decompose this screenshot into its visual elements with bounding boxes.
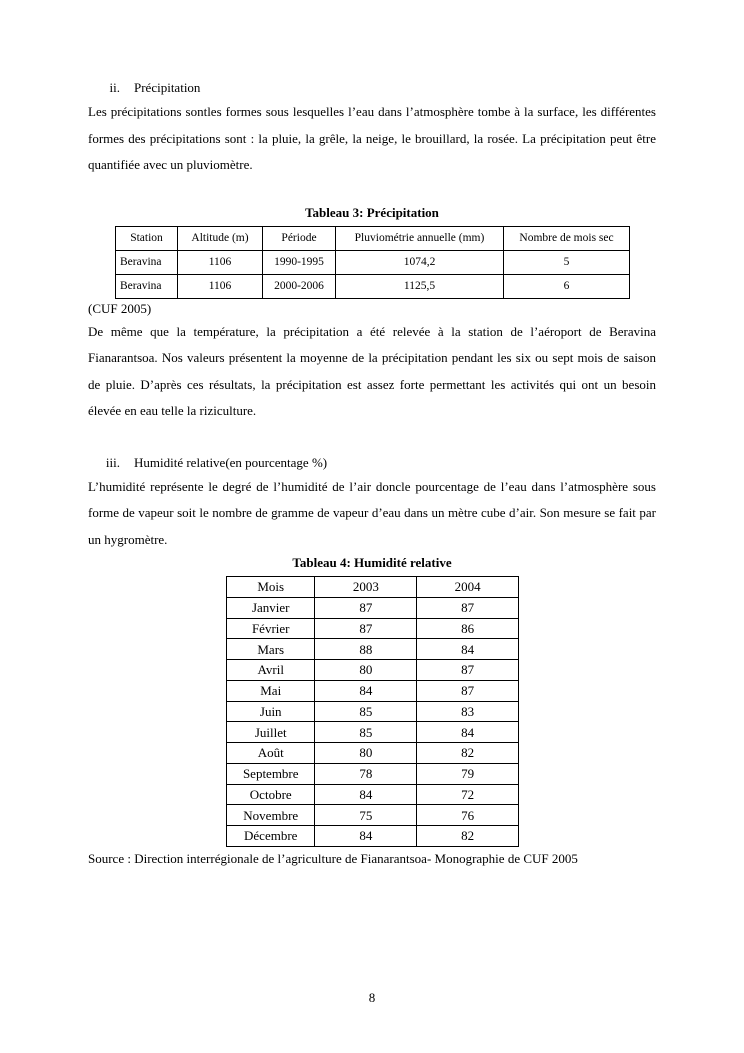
- value-cell: 72: [417, 784, 519, 805]
- table-row: [227, 701, 519, 722]
- table-cell: Beravina: [116, 250, 178, 274]
- table-row: [227, 826, 519, 847]
- month-cell: Septembre: [227, 763, 315, 784]
- table-cell: 1074,2: [336, 250, 504, 274]
- table-cell: 1106: [178, 274, 263, 298]
- value-cell: 82: [417, 826, 519, 847]
- precipitation-heading: [88, 78, 656, 98]
- column-header: Nombre de mois sec: [504, 226, 630, 250]
- table3-caption: Tableau 3: Précipitation: [305, 204, 439, 220]
- section-title: Humidité relative(en pourcentage %): [134, 454, 328, 470]
- value-cell: 87: [315, 597, 417, 618]
- table4-caption: Tableau 4: Humidité relative: [292, 555, 452, 570]
- table-cell: Beravina: [116, 274, 178, 298]
- table-row: [116, 274, 630, 298]
- value-cell: 87: [417, 660, 519, 681]
- month-cell: Décembre: [227, 826, 315, 847]
- value-cell: 79: [417, 763, 519, 784]
- month-cell: Juin: [227, 701, 315, 722]
- table3-source: (CUF 2005): [88, 300, 152, 316]
- value-cell: 82: [417, 743, 519, 764]
- value-cell: 88: [315, 639, 417, 660]
- column-header: Station: [116, 226, 178, 250]
- value-cell: 87: [417, 597, 519, 618]
- value-cell: 78: [315, 763, 417, 784]
- table-cell: 1106: [178, 250, 263, 274]
- section-number: iii.: [105, 454, 120, 470]
- humidity-table-body: [227, 597, 519, 846]
- table-row: [227, 597, 519, 618]
- month-cell: Août: [227, 743, 315, 764]
- month-cell: Juillet: [227, 722, 315, 743]
- table4-source: Source : Direction interrégionale de l’agriculture de Fianarantsoa- Monographie de CUF 2005: [88, 850, 578, 866]
- value-cell: 85: [315, 701, 417, 722]
- section-number: ii.: [109, 80, 120, 95]
- table-cell: 5: [504, 250, 630, 274]
- value-cell: 75: [315, 805, 417, 826]
- section-title: Précipitation: [134, 80, 201, 95]
- month-cell: Janvier: [227, 597, 315, 618]
- table-cell: 6: [504, 274, 630, 298]
- table-row: [227, 618, 519, 639]
- month-cell: Mai: [227, 680, 315, 701]
- value-cell: 80: [315, 660, 417, 681]
- value-cell: 86: [417, 618, 519, 639]
- precipitation-analysis-paragraph: De même que la température, la précipitation a été relevée à la station de l’aéroport de Beravina Fianarantsoa. Nos valeurs présentent la moyenne de la précipitation pendant les six ou sept mois de saison de pluie. D’après ces résultats, la précipitation est assez forte permettant les activités qui ont un besoin élevée en eau telle la riziculture.: [88, 323, 656, 418]
- table-row: [227, 805, 519, 826]
- precipitation-paragraph: Les précipitations sontles formes sous lesquelles l’eau dans l’atmosphère tombe à la surface, les différentes formes des précipitations sont : la pluie, la grêle, la neige, le brouillard, la rosée. La précipitation peut être quantifiée avec un pluviomètre.: [88, 104, 656, 172]
- value-cell: 87: [315, 618, 417, 639]
- humidity-heading: [88, 453, 656, 473]
- value-cell: 83: [417, 701, 519, 722]
- column-header: Période: [263, 226, 336, 250]
- table-row: [227, 680, 519, 701]
- column-header: Pluviométrie annuelle (mm): [336, 226, 504, 250]
- table-row: [116, 250, 630, 274]
- value-cell: 85: [315, 722, 417, 743]
- table-row: [227, 743, 519, 764]
- table-row: [227, 660, 519, 681]
- table-cell: 1990-1995: [263, 250, 336, 274]
- value-cell: 84: [315, 784, 417, 805]
- document-page: [88, 78, 656, 869]
- value-cell: 84: [315, 826, 417, 847]
- column-header: 2004: [417, 577, 519, 598]
- column-header: Altitude (m): [178, 226, 263, 250]
- value-cell: 80: [315, 743, 417, 764]
- month-cell: Octobre: [227, 784, 315, 805]
- table-row: [227, 763, 519, 784]
- table-header-row: [227, 577, 519, 598]
- month-cell: Avril: [227, 660, 315, 681]
- column-header: Mois: [227, 577, 315, 598]
- humidity-paragraph: L’humidité représente le degré de l’humidité de l’air doncle pourcentage de l’eau dans l’atmosphère sous forme de vapeur soit le nombre de gramme de vapeur d’eau dans un mètre cube d’air. Son mesure se fait par un hygromètre.: [88, 478, 656, 547]
- month-cell: Mars: [227, 639, 315, 660]
- table-header-row: [116, 226, 630, 250]
- humidity-table: [226, 576, 519, 847]
- value-cell: 84: [417, 722, 519, 743]
- value-cell: 84: [417, 639, 519, 660]
- month-cell: Novembre: [227, 805, 315, 826]
- table-row: [227, 722, 519, 743]
- value-cell: 76: [417, 805, 519, 826]
- value-cell: 84: [315, 680, 417, 701]
- precipitation-table: [115, 226, 630, 299]
- table-row: [227, 784, 519, 805]
- month-cell: Février: [227, 618, 315, 639]
- table-row: [227, 639, 519, 660]
- column-header: 2003: [315, 577, 417, 598]
- table-cell: 1125,5: [336, 274, 504, 298]
- value-cell: 87: [417, 680, 519, 701]
- table-cell: 2000-2006: [263, 274, 336, 298]
- page-number: 8: [368, 990, 376, 1005]
